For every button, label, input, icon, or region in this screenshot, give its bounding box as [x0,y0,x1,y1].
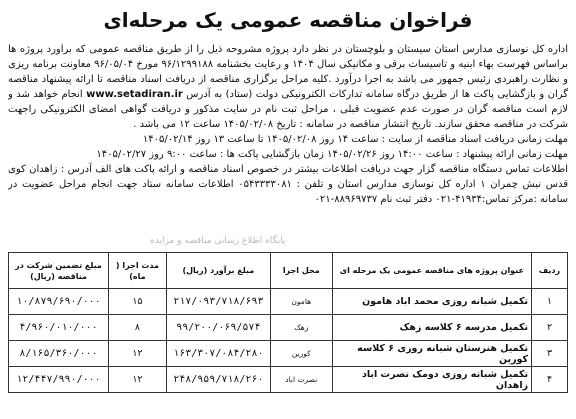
project-duration: ۱۵ [109,289,167,315]
website-link[interactable]: www.setadiran.ir [86,89,183,100]
row-number: ۲ [532,315,568,341]
table-row [9,341,568,367]
project-title: تکمیل مدرسه ۶ کلاسه زهک [332,315,531,341]
table-row [9,315,568,341]
project-title: تکمیل شبانه روزی دومک نصرت اباد زاهدان [332,367,531,393]
project-location: هامون [270,289,332,315]
project-estimate: ۲۱۷/۰۹۳/۷۱۸/۶۹۳ [166,289,270,315]
project-guarantee: ۸/۱۶۵/۳۶۰/۰۰۰ [9,341,109,367]
notice-title: فراخوان مناقصه عمومی یک مرحله‌ای [103,8,473,32]
project-guarantee: ۴/۹۶۰/۰۱۰/۰۰۰ [9,315,109,341]
project-estimate: ۲۴۸/۹۵۹/۷۱۸/۲۶۰ [166,367,270,393]
table-row [9,289,568,315]
row-number: ۱ [532,289,568,315]
projects-table [8,252,568,393]
header-duration: مدت اجرا ( ماه) [109,253,167,289]
project-location: نصرت اباد [270,367,332,393]
project-title: تکمیل هنرستان شبانه روزی ۶ کلاسه کورین [332,341,531,367]
header-location: محل اجرا [270,253,332,289]
project-duration: ۸ [109,315,167,341]
project-title: تکمیل شبانه روزی محمد اباد هامون [332,289,531,315]
header-row-number: ردیف [532,253,568,289]
project-location: کورین [270,341,332,367]
header-guarantee: مبلغ تضمین شرکت در مناقصه (ریال) [9,253,109,289]
project-location: زهک [270,315,332,341]
project-duration: ۱۲ [109,367,167,393]
notice-paragraph [8,42,568,132]
header-estimate: مبلغ برآورد (ریال) [166,253,270,289]
project-guarantee: ۱۰/۸۷۹/۶۹۰/۰۰۰ [9,289,109,315]
project-estimate: ۹۹/۲۰۰/۰۶۹/۵۷۴ [166,315,270,341]
document-deadline: مهلت زمانی دریافت اسناد مناقصه از سایت : ساعت ۱۴ روز ۱۴۰۵/۰۲/۰۸ تا ساعت ۱۳ روز ۱۴۰۵/۰۲/۱۴ [142,134,568,145]
watermark-text: پایگاه اطلاع رسانی مناقصه و مزایده [150,236,286,246]
row-number: ۴ [532,367,568,393]
project-guarantee: ۱۲/۴۴۷/۹۹۰/۰۰۰ [9,367,109,393]
table-row [9,367,568,393]
table-header-row [9,253,568,289]
contact-info: اطلاعات تماس دستگاه مناقصه گزار جهت دریافت اطلاعات بیشتر در خصوص اسناد مناقصه و ارائه پاکت های الف آدرس : زاهدان کوی قدس نبش چمران ۱ اداره کل نوسازی مدارس استان و تلفن : ۰۵۴۳۳۳۳۰۸۱ اطلاعات سامانه ستاد جهت انجام مراحل عضویت در سامانه :مرکز تماس:۴۱۹۳۴-۰۲۱ دفتر ثبت نام ۸۸۹۶۹۷۳۷-۰۲۱ [8,164,568,205]
project-estimate: ۱۶۳/۳۰۷/۰۸۴/۲۸۰ [166,341,270,367]
intro-text: اداره کل نوسازی مدارس استان سیستان و بلوچستان در نظر دارد پروژه مشروحه ذیل را از طریق مناقصه عمومی که براورد پروژه ها براساس فهرست بهاء ابنیه و تاسیسات برقی و مکانیکی سال ۱۴۰۴ و رعایت بخشنامه ۹۶/۱۲۹۹۱۸۸ مورخ ۹۶/۰۵/۰۴ معاونت برنامه ریزی و نظارت راهبردی رئیس جمهور می باشد به اجرا درآورد .کلیه مراحل برگزاری مناقصه از دریافت اسناد مناقصه تا ارائه پیشنهاد مناقصه گران و بازگشایی پاکت ها از طریق درگاه سامانه تدارکات الکترونیکی دولت (ستاد) به آدرس [8,44,568,100]
bid-deadline: مهلت زمانی ارائه پیشنهاد : ساعت ۱۴:۰۰ روز ۱۴۰۵/۰۲/۲۶ زمان بازگشایی پاکت ها : ساعت ۹:۰۰ روز ۱۴۰۵/۰۲/۲۷ [96,149,568,160]
notice-body [8,42,568,255]
row-number: ۳ [532,341,568,367]
project-duration: ۱۲ [109,341,167,367]
header-project-title: عنوان پروژه های مناقصه عمومی یک مرحله ای [332,253,531,289]
registration-text: انجام خواهد شد و لازم است مناقصه گران در صورت عدم عضویت قبلی ، مراحل ثبت نام در سایت مذکور و دریافت گواهی امضای الکترونیکی راجهت شرکت در مناقصه محقق سازند. تاریخ انتشار مناقصه در سامانه : تاریخ ۱۴۰۵/۰۲/۰۸ ساعت ۱۲ می باشد . [8,89,568,130]
